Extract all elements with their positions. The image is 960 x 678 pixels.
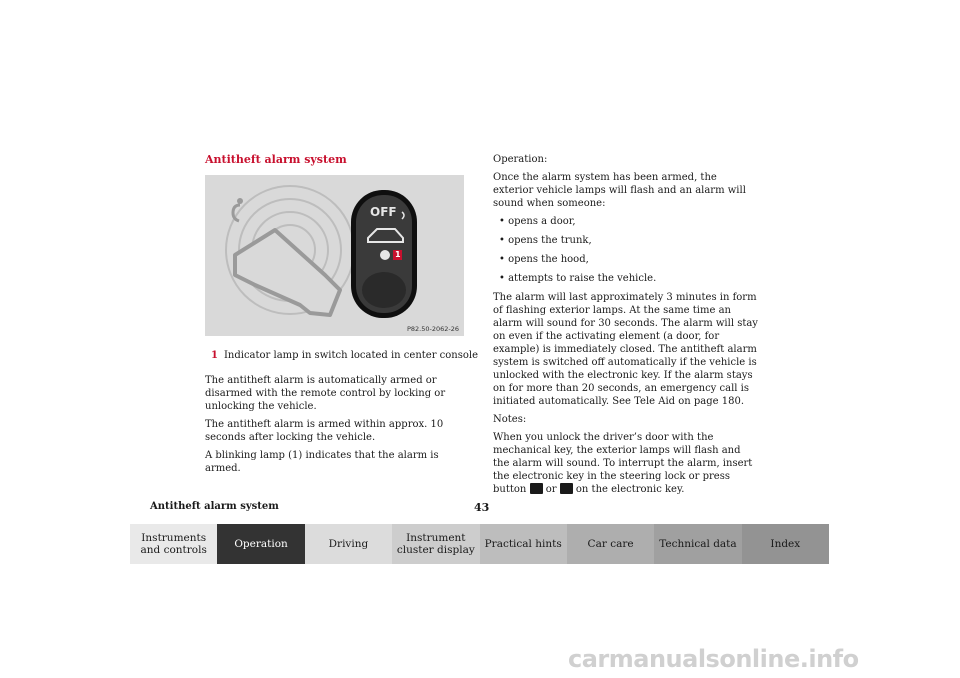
right-column-text xyxy=(493,153,758,501)
list-item: • opens the hood, xyxy=(499,253,758,266)
operation-heading: Operation: xyxy=(493,154,548,165)
paragraph: The antitheft alarm is automatically armed or disarmed with the remote control by locking or unlocking the vehicle. xyxy=(205,375,446,412)
paragraph: The antitheft alarm is armed within approx. 10 seconds after locking the vehicle. xyxy=(205,419,444,443)
figure-caption xyxy=(211,350,478,361)
tab-index[interactable]: Index xyxy=(742,524,829,564)
paragraph: A blinking lamp (1) indicates that the alarm is armed. xyxy=(205,450,439,474)
caption-text: Indicator lamp in switch located in center console xyxy=(223,350,478,361)
tab-instrument-cluster-display[interactable]: Instrument cluster display xyxy=(392,524,479,564)
watermark: carmanualsonline.info xyxy=(568,645,859,673)
list-item: • opens the trunk, xyxy=(499,234,758,247)
chapter-nav xyxy=(130,524,829,564)
lock-button-icon xyxy=(560,483,573,494)
section-title: Antitheft alarm system xyxy=(205,153,347,166)
caption-number: 1 xyxy=(211,350,218,361)
unlock-button-icon xyxy=(530,483,543,494)
list-item: • opens a door, xyxy=(499,215,758,228)
figure-code: P82.50-2062-26 xyxy=(406,325,459,333)
notes-text-post: on the electronic key. xyxy=(575,484,685,495)
notes-paragraph xyxy=(493,431,758,496)
notes-heading: Notes: xyxy=(493,414,527,425)
left-column-text xyxy=(205,374,467,480)
tab-practical-hints[interactable]: Practical hints xyxy=(480,524,567,564)
callout-number: 1 xyxy=(395,250,401,259)
tab-car-care[interactable]: Car care xyxy=(567,524,654,564)
operation-intro: Once the alarm system has been armed, the exterior vehicle lamps will flash and an alarm will sound when someone: xyxy=(493,172,746,209)
alarm-duration-paragraph: The alarm will last approximately 3 minutes in form of flashing exterior lamps. At the same time an alarm will sound for 30 seconds. The alarm will stay on even if the activating element (a door, for example) is immediately closed. The antitheft alarm system is switched off automatically if the vehicle is unlocked with the electronic key. If the alarm stays on for more than 20 seconds, an emergency call is initiated automatically. See Tele Aid on page 180. xyxy=(493,292,758,407)
alarm-illustration xyxy=(205,175,464,336)
notes-text-pre: When you unlock the driver’s door with the mechanical key, the exterior lamps will flash and the alarm will sound. To interrupt the alarm, insert the electronic key in the steering lock or press button xyxy=(493,432,753,495)
tab-driving[interactable]: Driving xyxy=(305,524,392,564)
trigger-list xyxy=(493,215,758,285)
tab-operation[interactable]: Operation xyxy=(217,524,304,564)
list-item: • attempts to raise the vehicle. xyxy=(499,272,758,285)
page-number: 43 xyxy=(474,501,490,514)
tab-instruments-and-controls[interactable]: Instruments and controls xyxy=(130,524,217,564)
notes-text-or: or xyxy=(545,484,557,495)
footer-section-title: Antitheft alarm system xyxy=(150,501,279,512)
tab-technical-data[interactable]: Technical data xyxy=(654,524,741,564)
alarm-switch-figure xyxy=(205,175,464,336)
switch-off-label: OFF xyxy=(370,205,397,219)
